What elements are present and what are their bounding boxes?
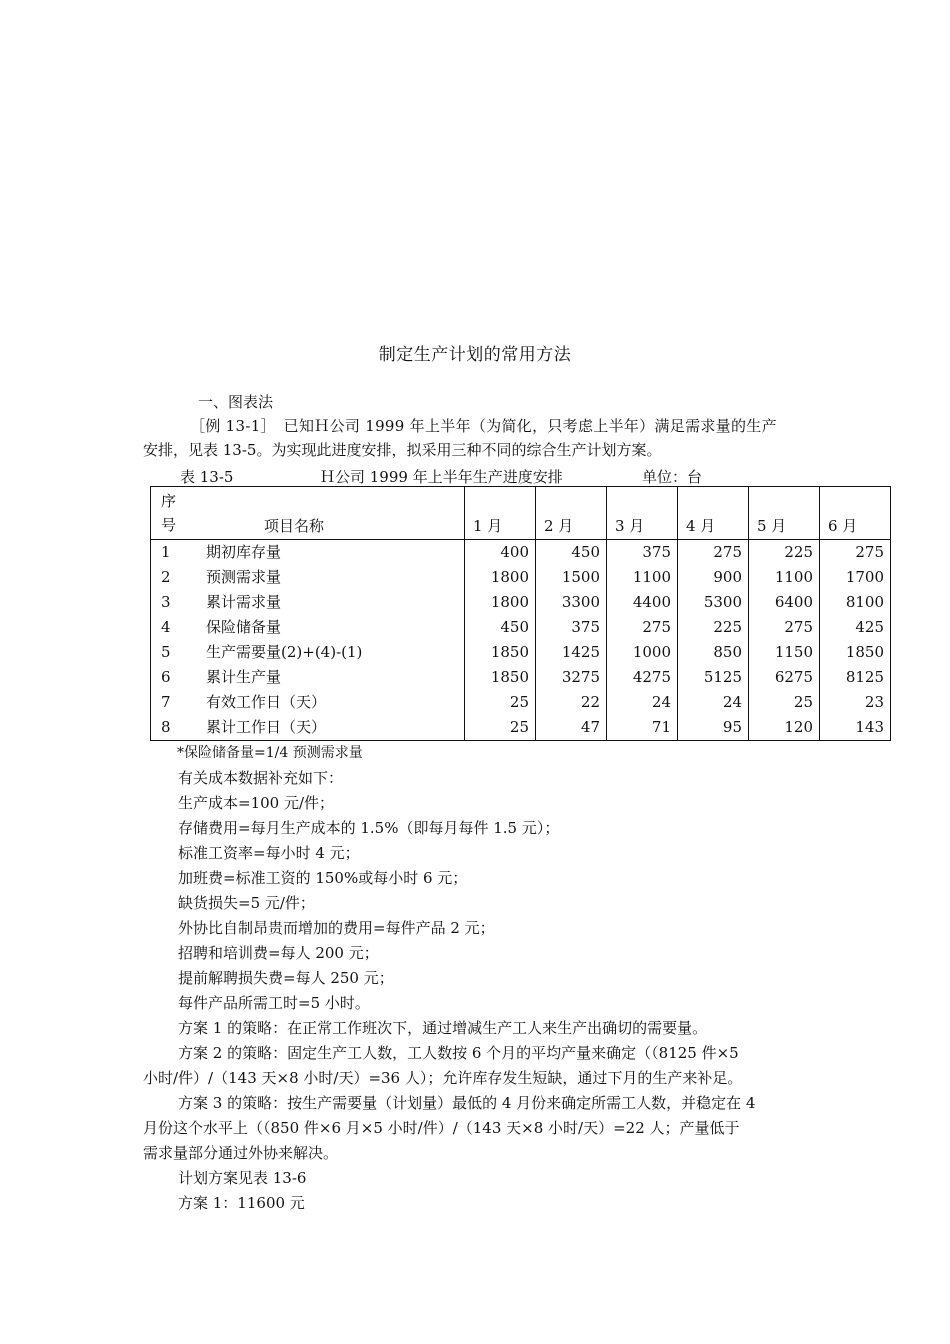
header-month: 3 月 — [607, 487, 678, 540]
cost-item: 外协比自制昂贵而增加的费用=每件产品 2 元； — [178, 919, 495, 937]
row-value: 95 — [678, 715, 749, 741]
row-value: 400 — [465, 540, 536, 566]
row-seq: 8 — [151, 715, 197, 741]
row-value: 1850 — [820, 640, 891, 665]
row-value: 5300 — [678, 590, 749, 615]
table-row — [151, 615, 891, 640]
row-seq: 2 — [151, 565, 197, 590]
row-value: 1800 — [465, 590, 536, 615]
row-value: 1700 — [820, 565, 891, 590]
row-value: 1800 — [465, 565, 536, 590]
row-value: 4275 — [607, 665, 678, 690]
plan-3-strategy-line-1: 方案 3 的策略：按生产需要量（计划量）最低的 4 月份来确定所需工人数，并稳定在 4 — [178, 1094, 756, 1112]
row-value: 6275 — [749, 665, 820, 690]
row-value: 71 — [607, 715, 678, 741]
row-value: 1150 — [749, 640, 820, 665]
plan-2-strategy-line-1: 方案 2 的策略：固定生产工人数，工人数按 6 个月的平均产量来确定（（8125 件×5 — [178, 1044, 739, 1062]
table-caption — [175, 466, 735, 486]
row-value: 1850 — [465, 665, 536, 690]
row-value: 900 — [678, 565, 749, 590]
table-number: 表 13-5 — [180, 468, 234, 486]
plan-2-strategy-line-2: 小时/件）/（143 天×8 小时/天）=36 人）；允许库存发生短缺，通过下月的生产来补足。 — [143, 1069, 743, 1087]
row-value: 425 — [820, 615, 891, 640]
row-value: 1850 — [465, 640, 536, 665]
header-month: 1 月 — [465, 487, 536, 540]
table-unit: 单位：台 — [642, 468, 703, 486]
table-row — [151, 540, 891, 566]
row-value: 1425 — [536, 640, 607, 665]
cost-item: 加班费=标准工资的 150%或每小时 6 元； — [178, 869, 468, 887]
row-seq: 4 — [151, 615, 197, 640]
plan-1-cost: 方案 1：11600 元 — [178, 1194, 305, 1212]
header-month: 5 月 — [749, 487, 820, 540]
row-value: 225 — [678, 615, 749, 640]
document-title: 制定生产计划的常用方法 — [378, 345, 572, 365]
row-seq: 3 — [151, 590, 197, 615]
production-schedule-table — [150, 486, 891, 741]
row-value: 375 — [536, 615, 607, 640]
row-value: 22 — [536, 690, 607, 715]
header-month: 4 月 — [678, 487, 749, 540]
row-value: 450 — [536, 540, 607, 566]
row-item-name: 预测需求量 — [196, 565, 465, 590]
table-header-row — [151, 487, 891, 540]
row-item-name: 期初库存量 — [196, 540, 465, 566]
row-value: 450 — [465, 615, 536, 640]
row-value: 25 — [749, 690, 820, 715]
row-value: 1000 — [607, 640, 678, 665]
cost-item: 提前解聘损失费=每人 250 元； — [178, 969, 394, 987]
plan-3-strategy-line-2: 月份这个水平上（（850 件×6 月×5 小时/件）/（143 天×8 小时/天）=22 人；产量低于 — [143, 1119, 740, 1137]
row-seq: 5 — [151, 640, 197, 665]
row-value: 23 — [820, 690, 891, 715]
row-value: 6400 — [749, 590, 820, 615]
row-item-name: 累计需求量 — [196, 590, 465, 615]
table-row — [151, 640, 891, 665]
row-value: 225 — [749, 540, 820, 566]
example-intro-line-2: 安排，见表 13-5。为实现此进度安排，拟采用三种不同的综合生产计划方案。 — [143, 441, 662, 459]
row-value: 143 — [820, 715, 891, 741]
row-value: 5125 — [678, 665, 749, 690]
example-intro-line-1: ［例 13-1］ 已知Ｈ公司 1999 年上半年（为简化，只考虑上半年）满足需求量的生产 — [190, 417, 777, 435]
row-item-name: 保险储备量 — [196, 615, 465, 640]
plan-1-strategy: 方案 1 的策略：在正常工作班次下，通过增减生产工人来生产出确切的需要量。 — [178, 1019, 708, 1037]
header-seq: 序 号 — [151, 487, 197, 540]
row-value: 275 — [678, 540, 749, 566]
cost-intro: 有关成本数据补充如下： — [178, 769, 344, 787]
table-row — [151, 715, 891, 741]
row-seq: 7 — [151, 690, 197, 715]
cost-item: 招聘和培训费=每人 200 元； — [178, 944, 379, 962]
row-value: 3275 — [536, 665, 607, 690]
row-value: 25 — [465, 690, 536, 715]
table-footnote: *保险储备量=1/4 预测需求量 — [177, 745, 363, 761]
table-title: Ｈ公司 1999 年上半年生产进度安排 — [320, 468, 563, 486]
row-value: 8100 — [820, 590, 891, 615]
row-value: 1500 — [536, 565, 607, 590]
row-value: 24 — [607, 690, 678, 715]
row-value: 275 — [749, 615, 820, 640]
table-row — [151, 565, 891, 590]
cost-item: 标准工资率=每小时 4 元； — [178, 844, 360, 862]
section-heading: 一、图表法 — [198, 393, 274, 411]
row-value: 3300 — [536, 590, 607, 615]
header-month: 2 月 — [536, 487, 607, 540]
cost-item: 生产成本=100 元/件； — [178, 794, 335, 812]
row-value: 47 — [536, 715, 607, 741]
row-item-name: 累计工作日（天） — [196, 715, 465, 741]
row-value: 120 — [749, 715, 820, 741]
row-item-name: 生产需要量(2)+(4)-(1) — [196, 640, 465, 665]
cost-item: 每件产品所需工时=5 小时。 — [178, 994, 370, 1012]
row-value: 275 — [607, 615, 678, 640]
row-value: 24 — [678, 690, 749, 715]
plan-table-reference: 计划方案见表 13-6 — [178, 1169, 307, 1187]
row-value: 1100 — [749, 565, 820, 590]
row-value: 850 — [678, 640, 749, 665]
table-row — [151, 590, 891, 615]
cost-item: 缺货损失=5 元/件； — [178, 894, 315, 912]
plan-3-strategy-line-3: 需求量部分通过外协来解决。 — [143, 1144, 339, 1162]
cost-item: 存储费用=每月生产成本的 1.5%（即每月每件 1.5 元）； — [178, 819, 560, 837]
table-row — [151, 690, 891, 715]
header-month: 6 月 — [820, 487, 891, 540]
row-seq: 1 — [151, 540, 197, 566]
row-value: 25 — [465, 715, 536, 741]
row-value: 275 — [820, 540, 891, 566]
row-item-name: 累计生产量 — [196, 665, 465, 690]
row-value: 375 — [607, 540, 678, 566]
table-row — [151, 665, 891, 690]
row-seq: 6 — [151, 665, 197, 690]
header-item-name: 项目名称 — [196, 487, 465, 540]
row-value: 8125 — [820, 665, 891, 690]
row-item-name: 有效工作日（天） — [196, 690, 465, 715]
row-value: 1100 — [607, 565, 678, 590]
row-value: 4400 — [607, 590, 678, 615]
